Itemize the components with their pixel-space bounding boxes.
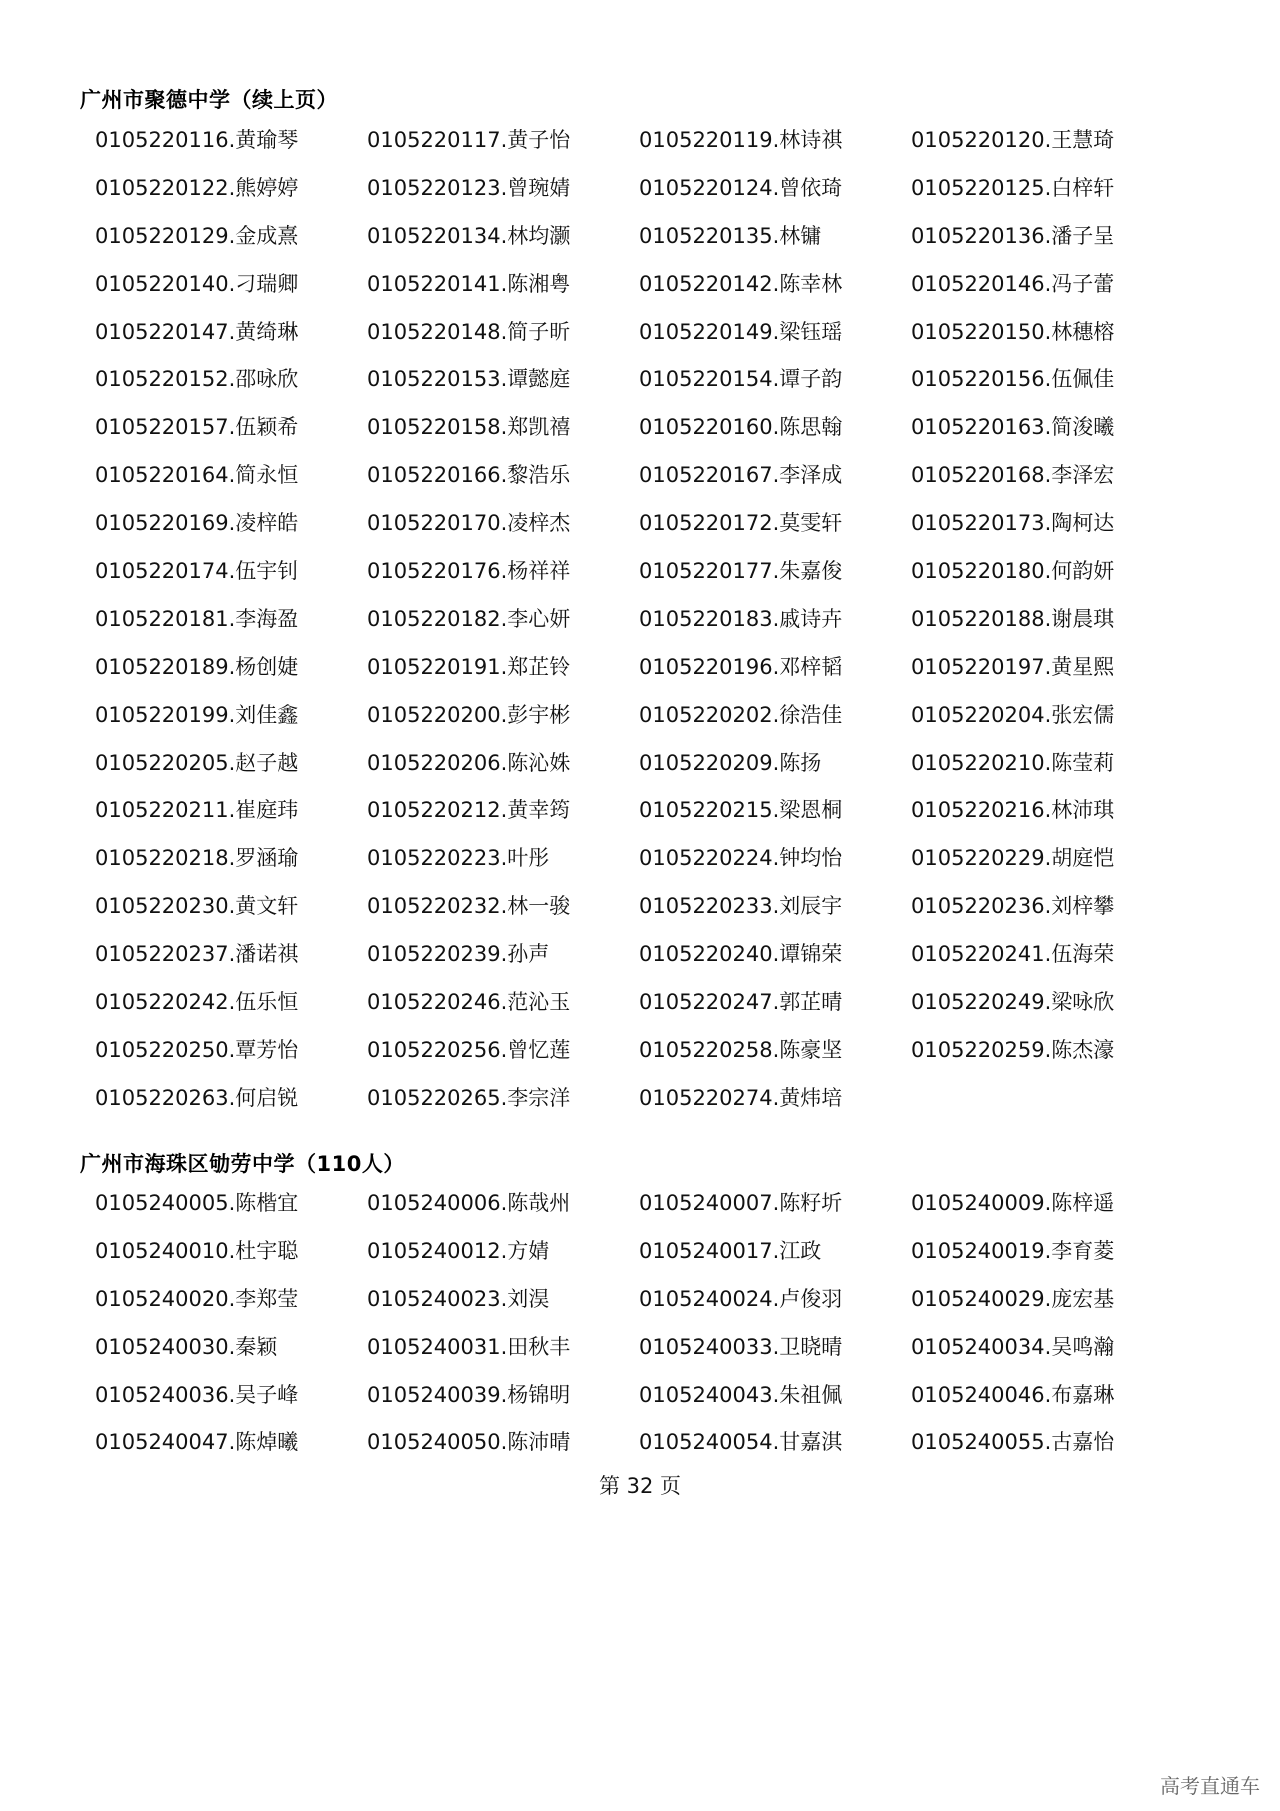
student-entry: 0105220153.谭懿庭	[367, 367, 571, 392]
student-entry: 0105220249.梁咏欣	[911, 990, 1115, 1015]
student-entry: 0105220241.伍海荣	[911, 942, 1115, 967]
student-entry: 0105220189.杨创婕	[95, 654, 299, 679]
student-entry: 0105220210.陈莹莉	[911, 750, 1115, 775]
student-entry: 0105240024.卢俊羽	[639, 1286, 843, 1311]
student-entry: 0105240029.庞宏基	[911, 1286, 1115, 1311]
page-number: 第 32 页	[598, 1474, 682, 1498]
student-entry: 0105220236.刘梓攀	[911, 894, 1115, 919]
student-entry: 0105240007.陈籽圻	[639, 1191, 843, 1215]
student-entry: 0105220256.曾忆莲	[367, 1037, 571, 1062]
student-entry: 0105220242.伍乐恒	[95, 990, 299, 1015]
student-entry: 0105220174.伍宇钊	[95, 559, 299, 584]
student-entry: 0105220167.李泽成	[639, 463, 843, 488]
student-entry: 0105220141.陈湘粤	[367, 271, 571, 296]
student-entry: 0105220229.胡庭恺	[911, 846, 1115, 871]
student-entry: 0105220182.李心妍	[367, 606, 571, 631]
student-entry: 0105220154.谭子韵	[639, 367, 843, 392]
student-entry: 0105220237.潘诺祺	[95, 942, 299, 967]
watermark: 高考直通车	[1160, 1774, 1260, 1798]
student-entry: 0105220119.林诗祺	[639, 128, 843, 152]
student-entry: 0105220134.林均灏	[367, 223, 571, 248]
student-entry: 0105240033.卫晓晴	[639, 1334, 843, 1359]
student-entry: 0105220247.郭芷晴	[639, 990, 843, 1015]
student-entry: 0105220200.彭宇彬	[367, 702, 571, 727]
student-entry: 0105220146.冯子蕾	[911, 271, 1115, 296]
student-entry: 0105220148.简子昕	[367, 319, 571, 344]
student-entry: 0105240039.杨锦明	[367, 1382, 571, 1407]
student-entry: 0105220215.梁恩桐	[639, 798, 843, 823]
student-entry: 0105220258.陈豪坚	[639, 1037, 843, 1062]
student-entry: 0105220136.潘子呈	[911, 223, 1115, 248]
section-title-qulao-school: 广州市海珠区劬劳中学（110人）	[80, 1152, 405, 1176]
student-entry: 0105240047.陈焯曦	[95, 1430, 299, 1455]
student-entry: 0105220176.杨祥祥	[367, 559, 571, 584]
student-entry: 0105220223.叶彤	[367, 846, 550, 871]
student-entry: 0105240030.秦颖	[95, 1334, 278, 1359]
student-entry: 0105220209.陈扬	[639, 750, 822, 775]
student-entry: 0105240054.甘嘉淇	[639, 1430, 843, 1455]
student-entry: 0105220265.李宗洋	[367, 1085, 571, 1110]
student-entry: 0105220177.朱嘉俊	[639, 559, 843, 584]
student-entry: 0105240020.李郑莹	[95, 1286, 299, 1311]
student-entry: 0105220125.白梓轩	[911, 175, 1115, 200]
student-entry: 0105220135.林镛	[639, 223, 822, 248]
student-entry: 0105220196.邓梓韬	[639, 654, 843, 679]
student-entry: 0105240055.古嘉怡	[911, 1430, 1115, 1455]
student-entry: 0105220160.陈思翰	[639, 415, 843, 440]
student-entry: 0105220230.黄文轩	[95, 894, 299, 919]
student-entry: 0105220239.孙声	[367, 942, 550, 967]
student-list-qulao-school	[95, 1180, 1215, 1467]
student-entry: 0105240050.陈沛晴	[367, 1430, 571, 1455]
student-entry: 0105240019.李育菱	[911, 1238, 1115, 1263]
student-entry: 0105240034.吴鸣瀚	[911, 1334, 1115, 1359]
student-entry: 0105220168.李泽宏	[911, 463, 1115, 488]
student-entry: 0105220150.林穗榕	[911, 319, 1115, 344]
student-entry: 0105220240.谭锦荣	[639, 942, 843, 967]
student-entry: 0105220183.戚诗卉	[639, 606, 843, 631]
student-entry: 0105240031.田秋丰	[367, 1334, 571, 1359]
student-entry: 0105220117.黄子怡	[367, 128, 571, 152]
student-entry: 0105220169.凌梓皓	[95, 511, 299, 536]
student-entry: 0105220149.梁钰瑶	[639, 319, 843, 344]
student-entry: 0105220156.伍佩佳	[911, 367, 1115, 392]
student-entry: 0105220173.陶柯达	[911, 511, 1115, 536]
student-entry: 0105220158.郑凯禧	[367, 415, 571, 440]
student-entry: 0105220232.林一骏	[367, 894, 571, 919]
student-entry: 0105220147.黄绮琳	[95, 319, 299, 344]
student-entry: 0105220181.李海盈	[95, 606, 299, 631]
student-entry: 0105220191.郑芷铃	[367, 654, 571, 679]
student-entry: 0105220116.黄瑜琴	[95, 128, 299, 152]
student-entry: 0105220250.覃芳怡	[95, 1037, 299, 1062]
student-entry: 0105220259.陈杰濠	[911, 1037, 1115, 1062]
student-entry: 0105220197.黄星熙	[911, 654, 1115, 679]
student-entry: 0105220218.罗涵瑜	[95, 846, 299, 871]
student-entry: 0105220204.张宏儒	[911, 702, 1115, 727]
student-entry: 0105240017.江政	[639, 1238, 822, 1263]
student-entry: 0105220206.陈沁姝	[367, 750, 571, 775]
student-entry: 0105220233.刘辰宇	[639, 894, 843, 919]
student-entry: 0105220216.林沛琪	[911, 798, 1115, 823]
student-entry: 0105220212.黄幸筠	[367, 798, 571, 823]
student-entry: 0105220170.凌梓杰	[367, 511, 571, 536]
student-entry: 0105220199.刘佳鑫	[95, 702, 299, 727]
student-entry: 0105220142.陈幸林	[639, 271, 843, 296]
student-entry: 0105220172.莫雯轩	[639, 511, 843, 536]
student-entry: 0105240023.刘淏	[367, 1286, 550, 1311]
student-entry: 0105220166.黎浩乐	[367, 463, 571, 488]
student-entry: 0105220152.邵咏欣	[95, 367, 299, 392]
student-entry: 0105240046.布嘉琳	[911, 1382, 1115, 1407]
student-entry: 0105220205.赵子越	[95, 750, 299, 775]
student-entry: 0105220140.刁瑞卿	[95, 271, 299, 296]
student-entry: 0105240006.陈哉州	[367, 1191, 571, 1215]
student-entry: 0105220180.何韵妍	[911, 559, 1115, 584]
student-entry: 0105220211.崔庭玮	[95, 798, 299, 823]
student-entry: 0105220274.黄炜培	[639, 1085, 843, 1110]
student-entry: 0105220120.王慧琦	[911, 128, 1115, 152]
student-entry: 0105220123.曾琬婧	[367, 175, 571, 200]
student-entry: 0105240010.杜宇聪	[95, 1238, 299, 1263]
student-entry: 0105220129.金成熹	[95, 223, 299, 248]
student-entry: 0105240009.陈梓遥	[911, 1191, 1115, 1215]
student-entry: 0105240043.朱祖佩	[639, 1382, 843, 1407]
student-entry: 0105220188.谢晨琪	[911, 606, 1115, 631]
student-entry: 0105220263.何启锐	[95, 1085, 299, 1110]
student-entry: 0105240012.方婧	[367, 1238, 550, 1263]
student-entry: 0105240005.陈楷宜	[95, 1191, 299, 1215]
student-entry: 0105220124.曾依琦	[639, 175, 843, 200]
student-entry: 0105220224.钟均怡	[639, 846, 843, 871]
student-entry: 0105220163.简浚曦	[911, 415, 1115, 440]
section-title-jude-school: 广州市聚德中学（续上页）	[80, 88, 338, 112]
student-entry: 0105240036.吴子峰	[95, 1382, 299, 1407]
student-entry: 0105220202.徐浩佳	[639, 702, 843, 727]
student-entry: 0105220122.熊婷婷	[95, 175, 299, 200]
student-list-jude-school	[95, 117, 1215, 1123]
student-entry: 0105220157.伍颖希	[95, 415, 299, 440]
student-entry: 0105220246.范沁玉	[367, 990, 571, 1015]
student-entry: 0105220164.简永恒	[95, 463, 299, 488]
